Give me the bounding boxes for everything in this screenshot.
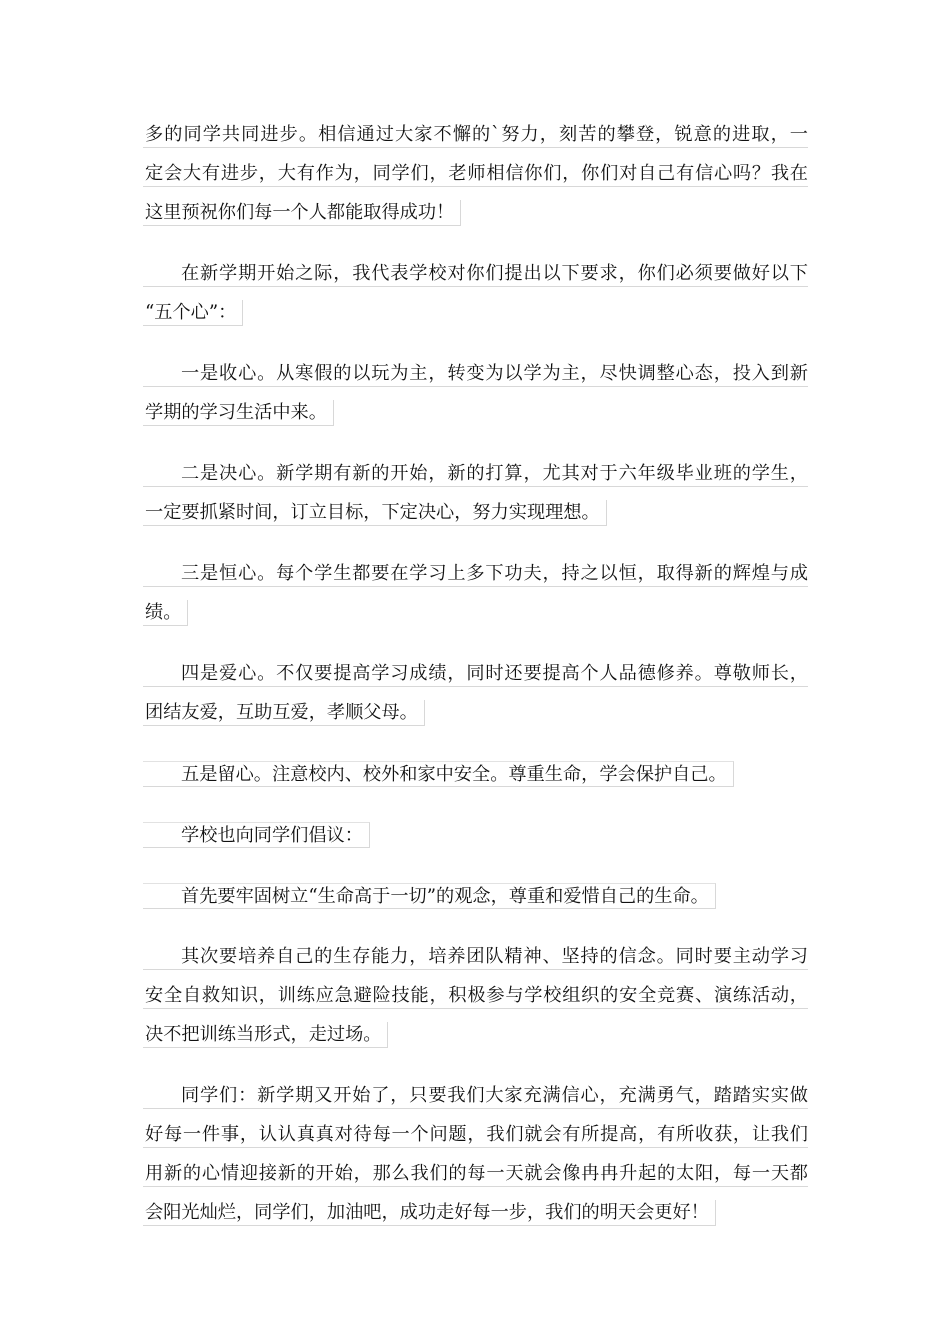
text-line: 学校也向同学们倡议：	[143, 822, 370, 848]
text-line: 好每一件事，认认真真对待每一个问题，我们就会有所提高，有所收获，让我们	[143, 1122, 808, 1148]
text-line: 定会大有进步，大有作为，同学们，老师相信你们，你们对自己有信心吗？我在	[143, 161, 808, 187]
text-line: “五个心”：	[143, 300, 243, 326]
text-line: 绩。	[143, 600, 188, 626]
text-line: 五是留心。注意校内、校外和家中安全。尊重生命，学会保护自己。	[143, 761, 734, 787]
text-line: 四是爱心。不仅要提高学习成绩，同时还要提高个人品德修养。尊敬师长，	[143, 661, 808, 687]
paragraph-2	[143, 261, 808, 331]
text-line: 同学们：新学期又开始了，只要我们大家充满信心，充满勇气，踏踏实实做	[143, 1083, 808, 1109]
document-body	[143, 122, 808, 1261]
text-line: 会阳光灿烂，同学们，加油吧，成功走好每一步，我们的明天会更好！	[143, 1200, 716, 1226]
text-line: 这里预祝你们每一个人都能取得成功！	[143, 200, 461, 226]
text-line: 三是恒心。每个学生都要在学习上多下功夫，持之以恒，取得新的辉煌与成	[143, 561, 808, 587]
paragraph-11	[143, 1083, 808, 1231]
text-line: 一是收心。从寒假的以玩为主，转变为以学为主，尽快调整心态，投入到新	[143, 361, 808, 387]
paragraph-4	[143, 461, 808, 531]
text-line: 一定要抓紧时间，订立目标，下定决心，努力实现理想。	[143, 500, 607, 526]
paragraph-6	[143, 661, 808, 731]
paragraph-3	[143, 361, 808, 431]
text-line: 首先要牢固树立“生命高于一切”的观念，尊重和爱惜自己的生命。	[143, 883, 716, 909]
text-line: 多的同学共同进步。相信通过大家不懈的`努力，刻苦的攀登，锐意的进取，一	[143, 122, 808, 148]
paragraph-9	[143, 883, 808, 914]
paragraph-5	[143, 561, 808, 631]
text-line: 用新的心情迎接新的开始，那么我们的每一天就会像冉冉升起的太阳，每一天都	[143, 1161, 808, 1187]
paragraph-1	[143, 122, 808, 231]
text-line: 学期的学习生活中来。	[143, 400, 334, 426]
text-line: 在新学期开始之际，我代表学校对你们提出以下要求，你们必须要做好以下	[143, 261, 808, 287]
paragraph-8	[143, 822, 808, 853]
text-line: 二是决心。新学期有新的开始，新的打算，尤其对于六年级毕业班的学生，	[143, 461, 808, 487]
paragraph-7	[143, 761, 808, 792]
text-line: 安全自救知识，训练应急避险技能，积极参与学校组织的安全竞赛、演练活动，	[143, 983, 808, 1009]
text-line: 其次要培养自己的生存能力，培养团队精神、坚持的信念。同时要主动学习	[143, 944, 808, 970]
paragraph-10	[143, 944, 808, 1053]
text-line: 团结友爱，互助互爱，孝顺父母。	[143, 700, 425, 726]
text-line: 决不把训练当形式，走过场。	[143, 1022, 388, 1048]
